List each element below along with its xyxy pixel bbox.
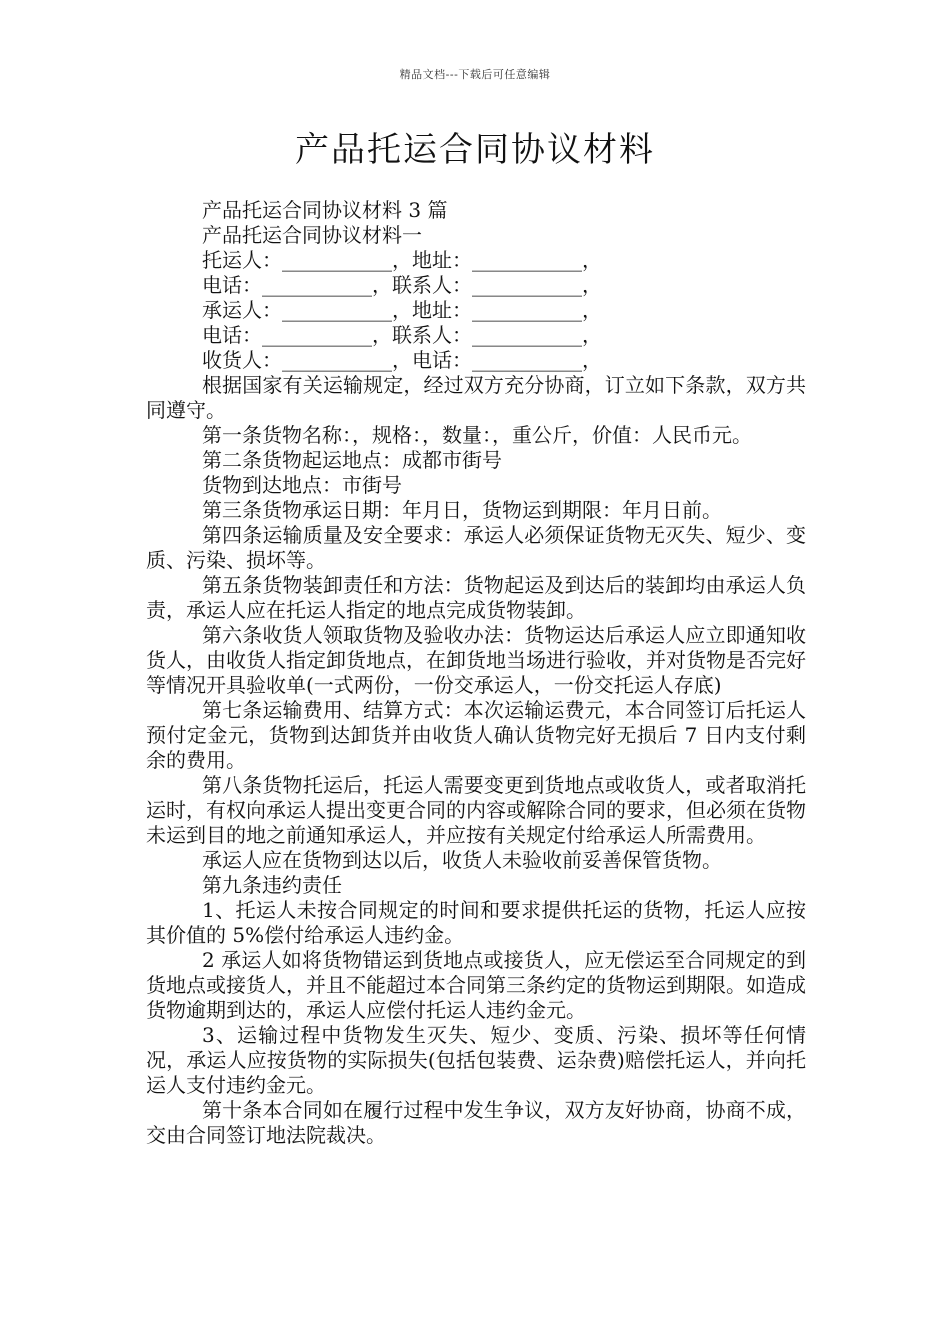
page-header: 精品文档---下载后可任意编辑	[399, 68, 551, 81]
paragraph-article-9-heading: 第九条违约责任	[202, 873, 342, 897]
paragraph-carrier-custody: 承运人应在货物到达以后，收货人未验收前妥善保管货物。	[202, 848, 722, 872]
consignee-field-line: 收货人：___________，电话：___________，	[202, 348, 602, 372]
intro-subtitle: 产品托运合同协议材料一	[202, 223, 422, 247]
paragraph-preamble: 根据国家有关运输规定，经过双方充分协商，订立如下条款，双方共同遵守。	[146, 373, 806, 422]
paragraph-article-4: 第四条运输质量及安全要求：承运人必须保证货物无灭失、短少、变质、污染、损坏等。	[146, 523, 806, 572]
paragraph-article-7: 第七条运输费用、结算方式：本次运输运费元，本合同签订后托运人预付定金元，货物到达卸货并由收货人确认货物完好无损后 7 日内支付剩余的费用。	[146, 698, 806, 772]
paragraph-destination: 货物到达地点：市街号	[202, 473, 402, 497]
intro-line: 产品托运合同协议材料 3 篇	[202, 198, 448, 222]
carrier-phone-field-line: 电话：___________，联系人：___________，	[202, 323, 602, 347]
paragraph-article-3: 第三条货物承运日期：年月日，货物运到期限：年月日前。	[202, 498, 722, 522]
paragraph-article-10: 第十条本合同如在履行过程中发生争议，双方友好协商，协商不成，交由合同签订地法院裁决。	[146, 1098, 806, 1147]
paragraph-breach-3: 3、运输过程中货物发生灭失、短少、变质、污染、损坏等任何情况，承运人应按货物的实际损失(包括包装费、运杂费)赔偿托运人，并向托运人支付违约金元。	[146, 1023, 806, 1097]
carrier-field-line: 承运人：___________，地址：___________，	[202, 298, 602, 322]
shipper-phone-field-line: 电话：___________，联系人：___________，	[202, 273, 602, 297]
paragraph-article-5: 第五条货物装卸责任和方法：货物起运及到达后的装卸均由承运人负责，承运人应在托运人指定的地点完成货物装卸。	[146, 573, 806, 622]
document-title: 产品托运合同协议材料	[295, 130, 655, 170]
paragraph-breach-2: 2 承运人如将货物错运到货地点或接货人，应无偿运至合同规定的到货地点或接货人，并且不能超过本合同第三条约定的货物运到期限。如造成货物逾期到达的，承运人应偿付托运人违约金元。	[146, 948, 806, 1022]
shipper-field-line: 托运人：___________，地址：___________，	[202, 248, 602, 272]
paragraph-article-6: 第六条收货人领取货物及验收办法：货物运达后承运人应立即通知收货人，由收货人指定卸货地点，在卸货地当场进行验收，并对货物是否完好等情况开具验收单(一式两份，一份交承运人，一份交托运人存底)	[146, 623, 806, 697]
paragraph-breach-1: 1、托运人未按合同规定的时间和要求提供托运的货物，托运人应按其价值的 5%偿付给承运人违约金。	[146, 898, 806, 947]
paragraph-article-1: 第一条货物名称：，规格：，数量：，重公斤，价值：人民币元。	[202, 423, 752, 447]
document-body	[146, 198, 806, 1148]
paragraph-article-8: 第八条货物托运后，托运人需要变更到货地点或收货人，或者取消托运时，有权向承运人提出变更合同的内容或解除合同的要求，但必须在货物未运到目的地之前通知承运人，并应按有关规定付给承运人所需费用。	[146, 773, 806, 847]
paragraph-article-2: 第二条货物起运地点：成都市街号	[202, 448, 502, 472]
